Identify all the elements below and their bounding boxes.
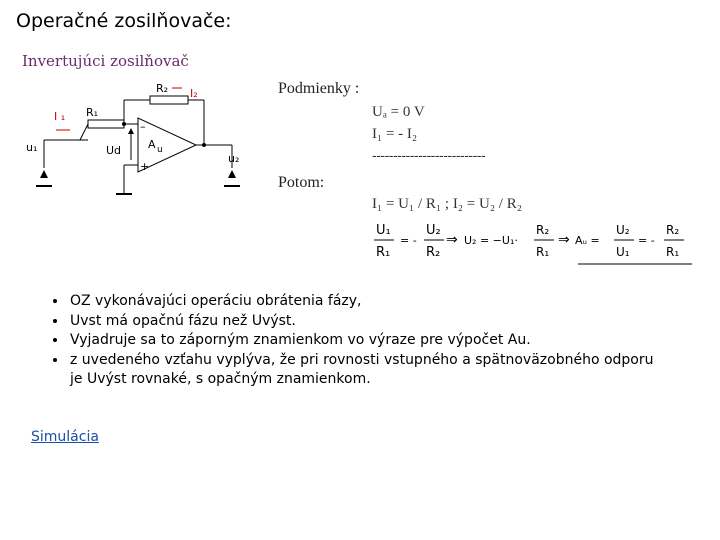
fraction-r2-r1-den: R₁	[536, 245, 550, 259]
fraction-u2-r2-den: R₂	[426, 245, 441, 260]
condition-ud: Uₐ = 0 V	[372, 104, 425, 120]
fraction-u1-r1-den: R₁	[376, 245, 391, 260]
divider-dashes: ---------------------------	[372, 149, 486, 164]
implies-icon: ⇒	[446, 232, 458, 248]
u2-arrow-icon	[228, 170, 236, 178]
list-item: • Vyjadruje sa to záporným znamienkom vo výraze pre výpočet Au.	[68, 331, 668, 351]
fraction-u2-r2-num: U₂	[426, 223, 441, 238]
equals-minus: = -	[638, 234, 655, 247]
fraction-r2-r1-den: R₁	[666, 245, 680, 259]
inverting-amplifier-diagram	[0, 0, 270, 200]
gain-formula	[370, 218, 700, 270]
implies-icon: ⇒	[558, 232, 570, 248]
simulation-link[interactable]: Simulácia	[31, 429, 99, 445]
au-label: A	[148, 138, 156, 151]
node-dot	[122, 122, 126, 126]
i1-label: I ₁	[54, 110, 66, 123]
explanation-list	[48, 292, 668, 390]
conditions-heading: Podmienky :	[278, 80, 360, 97]
resistor-r1	[88, 120, 124, 128]
list-item: • OZ vykonávajúci operáciu obrátenia fázy,	[68, 292, 668, 312]
au-expression: Aᵤ =	[575, 234, 600, 247]
condition-currents: I₁ = - I₂	[372, 126, 418, 142]
au-subscript: u	[157, 145, 163, 155]
u2-label: u₂	[228, 152, 240, 165]
u1-arrow-icon	[40, 170, 48, 178]
ud-label: Ud	[106, 144, 122, 157]
list-item: • Uvst má opačnú fázu než Uvýst.	[68, 312, 668, 332]
ud-arrow-icon	[128, 128, 134, 134]
resistor-r2	[150, 96, 188, 104]
list-item: • z uvedeného vzťahu vyplýva, že pri rovnosti vstupného a spätnoväzobného odporu je Uvýst rovnaké, s opačným znamienkom.	[68, 351, 668, 390]
fraction-u1-r1-num: U₁	[376, 223, 391, 238]
u2-expression: U₂ = −U₁·	[464, 234, 518, 247]
fraction-u2-u1-den: U₁	[616, 245, 630, 259]
then-heading: Potom:	[278, 174, 325, 191]
r1-label: R₁	[86, 106, 99, 119]
fraction-r2-r1-num: R₂	[536, 223, 550, 237]
minus-input-label: –	[140, 120, 146, 133]
fraction-r2-r1-num: R₂	[666, 223, 680, 237]
fraction-u2-u1-num: U₂	[616, 223, 630, 237]
r2-label: R₂	[156, 82, 169, 95]
circuit-subtitle: Invertujúci zosilňovač	[22, 52, 189, 70]
i2-label: I₂	[190, 87, 198, 100]
plus-input-label: +	[140, 160, 150, 173]
current-equations: I₁ = U₁ / R₁ ; I₂ = U₂ / R₂	[372, 196, 522, 212]
page-title: Operačné zosilňovače:	[16, 10, 232, 32]
u1-label: u₁	[26, 141, 38, 154]
node-dot	[202, 143, 206, 147]
equals-minus: = -	[400, 234, 417, 247]
